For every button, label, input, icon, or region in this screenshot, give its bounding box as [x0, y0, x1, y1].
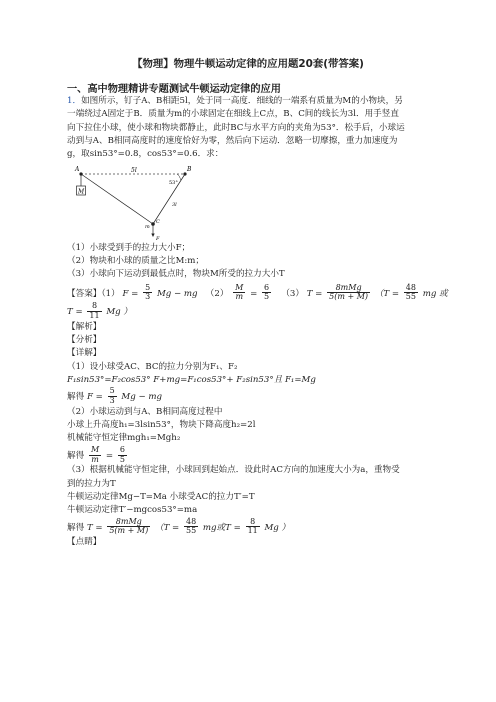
fraction: $\frac{8}{11}$	[89, 301, 100, 320]
label-ball-m: m	[145, 223, 150, 230]
question-1: （1）小球受到手的拉力大小F；	[67, 242, 191, 253]
fraction: $\frac{5}{3}$	[145, 282, 151, 302]
fraction: $\frac{\text{8mMg}}{5(m + M)}$	[329, 282, 369, 302]
label-3l: 3l	[172, 201, 177, 208]
solution-1-equation: F₁sin53°=F₂cos53° F+mg=F₁cos53°+ F₂sin53°且 F₁=Mg	[67, 374, 316, 385]
question-2: （2）物块和小球的质量之比M:m；	[67, 255, 205, 266]
solution-3-newton-1: 牛顿运动定律Mg−T=Ma 小球受AC的拉力T′=T	[67, 492, 255, 502]
tag-dianjing: 【点睛】	[67, 537, 102, 548]
label-f: F	[156, 235, 160, 242]
answer-tag: 【答案】（1）	[67, 288, 120, 299]
fraction: $\frac{M}{m}$	[235, 282, 244, 302]
solution-2-intro: （2）小球运动到与A、B相同高度过程中	[67, 406, 223, 417]
solution-3-newton-2: 牛顿运动定律T′−mgcos53°=ma	[67, 505, 198, 516]
solution-3-result: 解得 T = $\frac{\text{8mMg}}{5(m + M)}$ （T = $\frac{48}{55}$ mg或T = $\frac{8}{11}$ Mg ）	[67, 516, 291, 536]
label-53: 53°	[169, 179, 178, 186]
solution-3-intro-2: 到的拉力为T	[67, 478, 116, 489]
solution-2-heights: 小球上升高度h₁=3lsin53°，物块下降高度h₂=2l	[67, 420, 256, 431]
arrowhead-icon	[151, 233, 154, 237]
solution-2-energy: 机械能守恒定律mgh₁=Mgh₂	[67, 433, 181, 444]
question-3: （3）小球向下运动到最低点时，物块M所受的拉力大小T	[67, 269, 285, 280]
fraction: $\frac{8}{11}$	[247, 516, 258, 536]
solution-1-result: 解得 F = $\frac{5}{3}$ Mg − mg	[67, 386, 163, 406]
label-c: C	[156, 218, 160, 225]
problem-line-3: 向下拉住小球，使小球和物块都静止，此时BC与水平方向的夹角为53°．松手后，小球运	[67, 122, 405, 133]
section-heading: 一、高中物理精讲专题测试牛顿运动定律的应用	[67, 84, 281, 95]
answer-line-1: 【答案】（1） F = $\frac{5}{3}$ Mg − mg （2） $\frac{M}{m}$ = $\frac{6}{5}$ （3） T = $\frac{\text{8mMg}}{5(m + M)}$ （T = $\frac{48}{55}$ mg 或	[67, 282, 448, 302]
label-b: B	[187, 165, 192, 173]
tag-fenxi: 【分析】	[67, 335, 102, 345]
content-body	[67, 95, 448, 550]
problem-line-1: 1．如图所示，钉子A、B相距5l，处于同一高度．细线的一端系有质量为M的小物块，另	[67, 96, 403, 106]
label-5l: 5l	[131, 166, 137, 174]
solution-3-intro-1: （3）根据机械能守恒定律，小球回到起始点．设此时AC方向的加速度大小为a，重物受	[67, 465, 400, 476]
fraction: $\frac{48}{55}$	[405, 282, 416, 302]
fraction: $\frac{48}{55}$	[185, 516, 197, 536]
problem-line-4: 动到与A、B相同高度时的速度恰好为零，然后向下运动．忽略一切摩擦，重力加速度为	[67, 135, 398, 146]
problem-line-5: g，取sin53°=0.8，cos53°=0.6．求：	[67, 149, 224, 160]
solution-1-intro: （1）设小球受AC、BC的拉力分别为F₁、F₂	[67, 361, 238, 372]
fraction: $\frac{6}{5}$	[119, 444, 125, 464]
fraction: $\frac{6}{5}$	[264, 282, 270, 302]
problem-number: 1．	[67, 96, 82, 106]
string-a-c	[81, 174, 153, 224]
fraction: $\frac{\text{8mMg}}{5(m + M)}$	[109, 516, 149, 536]
label-a: A	[75, 165, 80, 173]
tag-analysis: 【解析】	[67, 321, 102, 332]
answer-line-2: T = $\frac{8}{11}$ Mg ）	[67, 301, 132, 320]
document-title: 【物理】物理牛顿运动定律的应用题20套(带答案)	[132, 58, 364, 70]
pulley-diagram	[73, 164, 203, 242]
solution-2-result: 解得 $\frac{M}{m}$ = $\frac{6}{5}$	[67, 444, 125, 464]
fraction: $\frac{M}{m}$	[90, 444, 100, 464]
fraction: $\frac{5}{3}$	[109, 386, 115, 406]
tag-detail: 【详解】	[67, 348, 102, 359]
label-block-m: M	[78, 188, 85, 196]
problem-line-2: 一端绕过A固定于B．质量为m的小球固定在细线上C点，B、C间的线长为3l．用手竖直	[67, 109, 399, 120]
